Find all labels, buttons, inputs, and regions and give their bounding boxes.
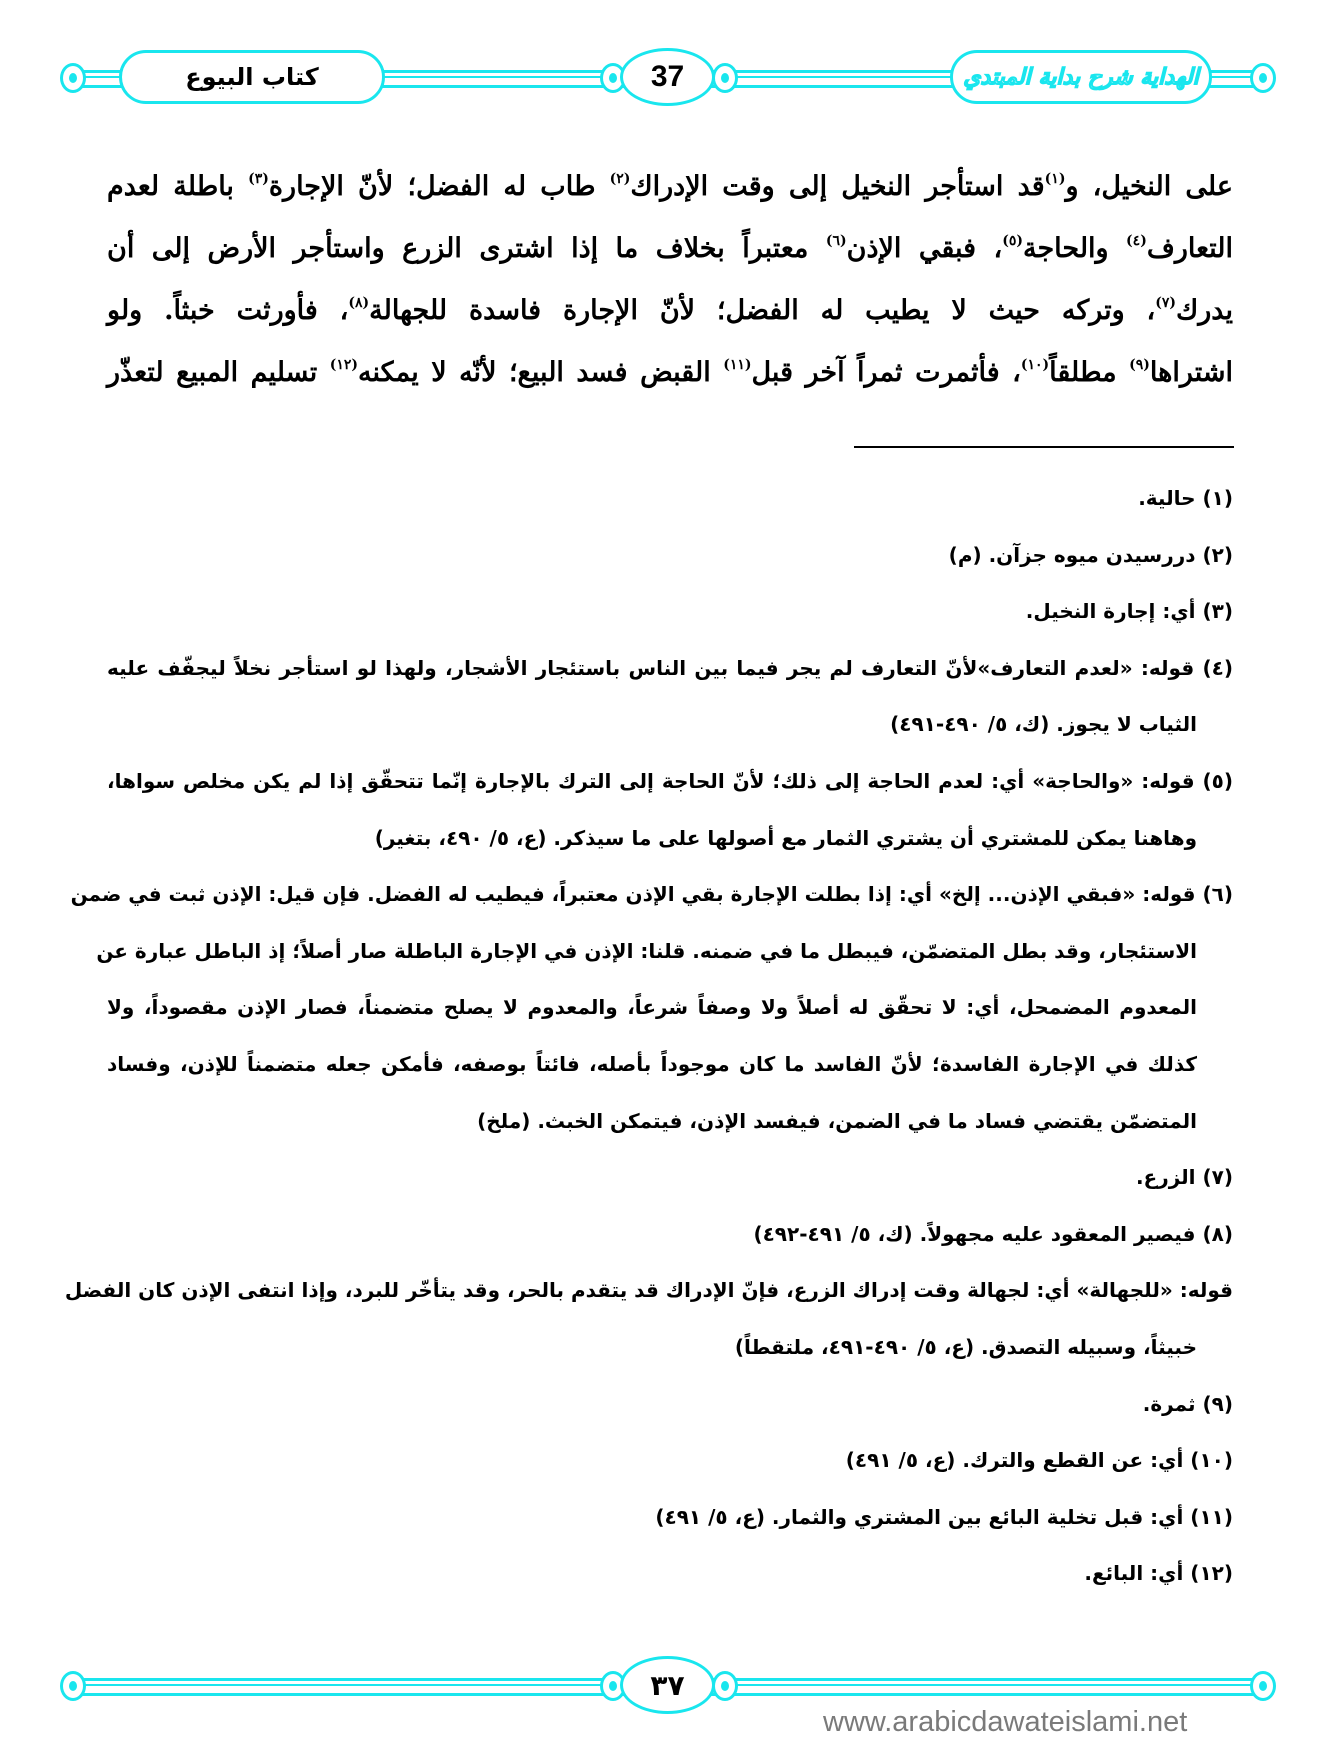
footnote-reference[interactable]: (٩) <box>1129 357 1150 373</box>
footnote-line <box>107 979 1233 1036</box>
footnote-line <box>107 1489 1233 1546</box>
footnote-text: أي: لعدم الحاجة إلى ذلك؛ لأنّ الحاجة إلى الترك بالإجارة إنّما تتحقّق إذا لم يكن مخلص سواها، <box>107 768 1033 793</box>
footnote-number: (١) <box>1195 486 1233 510</box>
footnote-lemma: قوله: «فبقي الإذن... إلخ» <box>938 882 1196 907</box>
footnote-line <box>96 923 1233 980</box>
main-text <box>107 156 1233 404</box>
footnote-text: أي: عن القطع والترك. (ع، ٥/ ٤٩١) <box>845 1448 1184 1473</box>
footnote-text: وهاهنا يمكن للمشتري أن يشتري الثمار مع أصولها على ما سيذكر. (ع، ٥/ ٤٩٠، بتغير) <box>374 825 1197 850</box>
footnote-number: (١٠) <box>1183 1448 1233 1473</box>
text-segment: ، فبقي الإذن <box>846 233 1003 264</box>
footnote-reference[interactable]: (٤) <box>1126 233 1147 249</box>
footer-ornament-right-icon <box>1250 1671 1276 1701</box>
main-text-line <box>107 280 1233 342</box>
footnote-reference[interactable]: (١٢) <box>329 357 359 373</box>
footnote-line <box>107 470 1233 527</box>
page-number-badge <box>620 48 715 106</box>
text-segment: باطلة لعدم <box>107 171 249 202</box>
ornament-right-icon <box>1250 63 1276 93</box>
footnote-text: الزرع. <box>1135 1165 1196 1190</box>
footnote-line <box>70 866 1233 923</box>
footer-ornament-center-right-icon <box>712 1671 738 1701</box>
footnote-line <box>107 527 1233 584</box>
text-segment: طاب له الفضل؛ لأنّ الإجارة <box>268 171 610 202</box>
footnote-text: دررسيدن ميوه جزآن. (م) <box>948 542 1196 567</box>
footnote-lemma: قوله: «لعدم التعارف» <box>977 655 1195 680</box>
footnote-line <box>107 1545 1233 1602</box>
footnote-number: (١٢) <box>1183 1561 1233 1586</box>
footnote-reference[interactable]: (٦) <box>825 233 847 249</box>
footnote-text: أي: البائع. <box>1084 1561 1184 1586</box>
ornament-left-icon <box>60 63 86 93</box>
footnote-reference[interactable]: (٥) <box>1002 233 1023 249</box>
footnote-reference[interactable]: (٣) <box>248 171 269 187</box>
footnote-number: (٦) <box>1195 882 1233 907</box>
main-text-line <box>107 342 1233 404</box>
footnote-line <box>107 1376 1233 1433</box>
footnote-divider <box>854 446 1234 448</box>
footnote-reference[interactable]: (٢) <box>609 171 631 187</box>
footnote-number: (٧) <box>1195 1165 1233 1190</box>
text-segment: ، فأورثت خبثاً. ولو <box>107 295 349 326</box>
footnote-line <box>107 696 1233 753</box>
footnote-number: (٥) <box>1194 768 1234 793</box>
footnote-text: المتضمّن يقتضي فساد ما في الضمن، فيفسد الإذن، فيتمكن الخبث. (ملخ) <box>477 1108 1197 1133</box>
text-segment: القبض فسد البيع؛ لأنّه لا يمكنه <box>358 357 724 388</box>
footnote-reference[interactable]: (١) <box>1044 171 1066 187</box>
footnote-text: أي: إجارة النخيل. <box>1025 599 1196 624</box>
footer-page-number: ٣٧ <box>650 1668 685 1702</box>
text-segment: قد استأجر النخيل إلى وقت الإدراك <box>630 171 1045 202</box>
text-segment: على النخيل، و <box>1065 171 1233 202</box>
main-text-line <box>107 156 1233 218</box>
footnote-text: أي: قبل تخلية البائع بين المشتري والثمار. (ع، ٥/ ٤٩١) <box>655 1504 1184 1529</box>
text-segment: والحاجة <box>1023 233 1127 264</box>
footnote-reference[interactable]: (١٠) <box>1020 357 1050 373</box>
footnote-line <box>107 1036 1233 1093</box>
book-title-pill <box>119 50 385 104</box>
footnote-text: كذلك في الإجارة الفاسدة؛ لأنّ الفاسد ما كان موجوداً بأصله، فائتاً بوصفه، فأمكن جعله متضمناً للإذن، وفساد <box>107 1051 1197 1076</box>
footnote-line <box>107 1093 1233 1150</box>
main-text-line <box>107 218 1233 280</box>
footnote-reference[interactable]: (٨) <box>348 295 370 311</box>
series-title-pill <box>950 50 1212 104</box>
footnote-reference[interactable]: (٧) <box>1155 295 1177 311</box>
footnote-lemma: قوله: «للجهالة» <box>1076 1278 1233 1303</box>
footnote-line <box>107 810 1233 867</box>
footnote-text: ثمرة. <box>1142 1391 1196 1416</box>
footer-ornament-left-icon <box>60 1671 86 1701</box>
footnote-text: خبيثاً، وسبيله التصدق. (ع، ٥/ ٤٩٠-٤٩١، ملتقطاً) <box>734 1334 1197 1359</box>
text-segment: التعارف <box>1146 233 1233 264</box>
footnote-line <box>107 1149 1233 1206</box>
footnotes <box>64 470 1234 1602</box>
text-segment: ، وتركه حيث لا يطيب له الفضل؛ لأنّ الإجارة فاسدة للجهالة <box>369 295 1156 326</box>
footnote-line <box>107 753 1233 810</box>
footnote-number: (٤) <box>1194 655 1234 680</box>
text-segment: مطلقاً <box>1049 357 1130 388</box>
text-segment: يدرك <box>1176 295 1233 326</box>
footnote-text: الاستئجار، وقد بطل المتضمّن، فيبطل ما في ضمنه. قلنا: الإذن في الإجارة الباطلة صار أصلاً؛ إذ الباطل عبارة عن <box>96 938 1197 963</box>
footnote-reference[interactable]: (١١) <box>723 357 752 373</box>
text-segment: ، فأثمرت ثمراً آخر قبل <box>751 357 1021 388</box>
footnote-lemma: قوله: «والحاجة» <box>1032 768 1195 793</box>
footnote-number: (٣) <box>1195 599 1233 624</box>
footer-page-number-badge <box>620 1656 715 1714</box>
text-segment: معتبراً بخلاف ما إذا اشترى الزرع واستأجر الأرض إلى أن <box>107 233 826 264</box>
footnote-text: لأنّ التعارف لم يجر فيما بين الناس باستئجار الأشجار، ولهذا لو استأجر نخلاً ليجفّف عليه <box>107 655 978 680</box>
footnote-line <box>107 583 1233 640</box>
ornament-center-right-icon <box>712 63 738 93</box>
footnote-text: المعدوم المضمحل، أي: لا تحقّق له أصلاً ولا وصفاً شرعاً، والمعدوم لا يصلح متضمناً، فصار الإذن مقصوداً، ولا <box>107 995 1197 1020</box>
footnote-number: (٢) <box>1195 542 1233 567</box>
footnote-text: فيصير المعقود عليه مجهولاً. (ك، ٥/ ٤٩١-٤٩٢) <box>753 1221 1196 1246</box>
footnote-number: (١١) <box>1183 1504 1233 1529</box>
footnote-line <box>107 1206 1233 1263</box>
text-segment: اشتراها <box>1149 357 1233 388</box>
page-number: 37 <box>650 60 685 93</box>
footnote-line <box>107 1432 1233 1489</box>
footnote-text: الثياب لا يجوز. (ك، ٥/ ٤٩٠-٤٩١) <box>890 712 1197 737</box>
footnote-number: (٨) <box>1195 1221 1233 1246</box>
book-title: كتاب البيوع <box>185 63 319 91</box>
footnote-number: (٩) <box>1195 1391 1233 1416</box>
footnote-line <box>64 1262 1233 1319</box>
footnote-text: حالية. <box>1138 486 1196 510</box>
website-watermark: www.arabicdawateislami.net <box>823 1706 1188 1738</box>
series-title-logo: الهداية شرح بداية المبتدي <box>963 64 1199 90</box>
footnote-text: أي: لجهالة وقت إدراك الزرع، فإنّ الإدراك قد يتقدم بالحر، وقد يتأخّر للبرد، وإذا انتفى الإذن كان الفضل <box>64 1278 1077 1303</box>
footnote-text: أي: إذا بطلت الإجارة بقي الإذن معتبراً، فيطيب له الفضل. فإن قيل: الإذن ثبت في ضمن <box>70 882 939 907</box>
footnote-line <box>107 1319 1233 1376</box>
text-segment: تسليم المبيع لتعذّر <box>107 357 330 388</box>
footnote-line <box>107 640 1233 697</box>
